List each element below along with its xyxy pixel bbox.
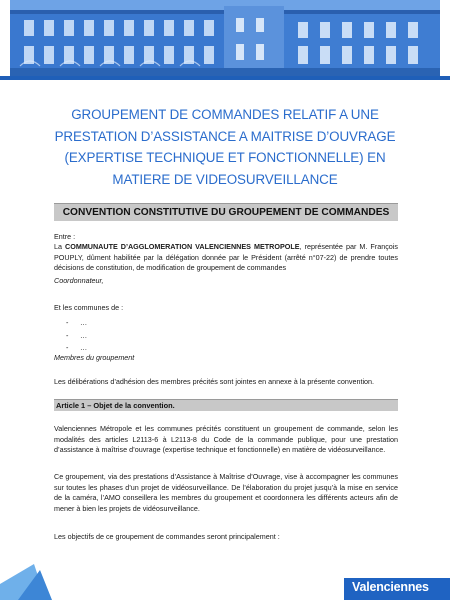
- communes-intro: Et les communes de :: [54, 303, 124, 312]
- commune-item: - …: [66, 331, 88, 340]
- title-line: PRESTATION D’ASSISTANCE A MAITRISE D’OUVRAGE: [54, 128, 396, 144]
- commune-item: - …: [66, 343, 88, 352]
- party-prefix: La: [54, 242, 66, 251]
- article-1-heading: Article 1 – Objet de la convention.: [54, 399, 398, 411]
- document-title: [52, 104, 398, 190]
- commune-item: - …: [66, 318, 88, 327]
- article-1-paragraph-1: Valenciennes Métropole et les communes précités constituent un groupement de commande, selon les modalités des articles L2113-6 à L2113-8 du Code de la commande publique, pour une prestation d’assistance à maîtrise d’ouvrage (expertise technique et fonctionnelle) en matière de vidéosurveillance.: [54, 424, 398, 455]
- entre-label: Entre :: [54, 232, 76, 241]
- banner-underline: [0, 76, 450, 80]
- commune-name: …: [80, 318, 88, 327]
- party-details: , représentée par M. François POUPLY, dûment habilitée par la délégation donnée par le Président (arrêté n°07-22) de prendre toutes décisions de constitution, de modification de groupement de commandes: [54, 242, 398, 273]
- section-heading: CONVENTION CONSTITUTIVE DU GROUPEMENT DE COMMANDES: [54, 203, 398, 221]
- title-line: MATIERE DE VIDEOSURVEILLANCE: [112, 171, 338, 187]
- commune-name: …: [80, 343, 88, 352]
- commune-name: …: [80, 331, 88, 340]
- article-1-paragraph-3: Les objectifs de ce groupement de commandes seront principalement :: [54, 532, 280, 541]
- party-name: COMMUNAUTE D’AGGLOMERATION VALENCIENNES METROPOLE: [65, 242, 300, 251]
- party-paragraph: [54, 242, 398, 274]
- title-line: (EXPERTISE TECHNIQUE ET FONCTIONNELLE) EN: [64, 150, 386, 165]
- coordinator-label: Coordonnateur,: [54, 276, 104, 285]
- valenciennes-logo: [344, 578, 450, 600]
- members-label: Membres du groupement: [54, 353, 135, 362]
- header-banner-photo: [10, 0, 440, 76]
- title-line: GROUPEMENT DE COMMANDES RELATIF A UNE: [71, 107, 379, 122]
- article-1-paragraph-2: Ce groupement, via des prestations d’Assistance à Maîtrise d’Ouvrage, vise à accompagner les communes sur toutes les phases d’un projet de vidéosurveillance. De l’élaboration du projet jusqu’à la mise en service de la caméra, l’AMO conseillera les membres du groupement et coordonnera les différents acteurs afin de mener à bien les projets de vidéosurveillance.: [54, 472, 398, 513]
- building-facade-illustration: [10, 0, 440, 76]
- deliberations-paragraph: Les délibérations d’adhésion des membres précités sont jointes en annexe à la présente convention.: [54, 377, 375, 386]
- logo-text: Valenciennes: [352, 580, 429, 594]
